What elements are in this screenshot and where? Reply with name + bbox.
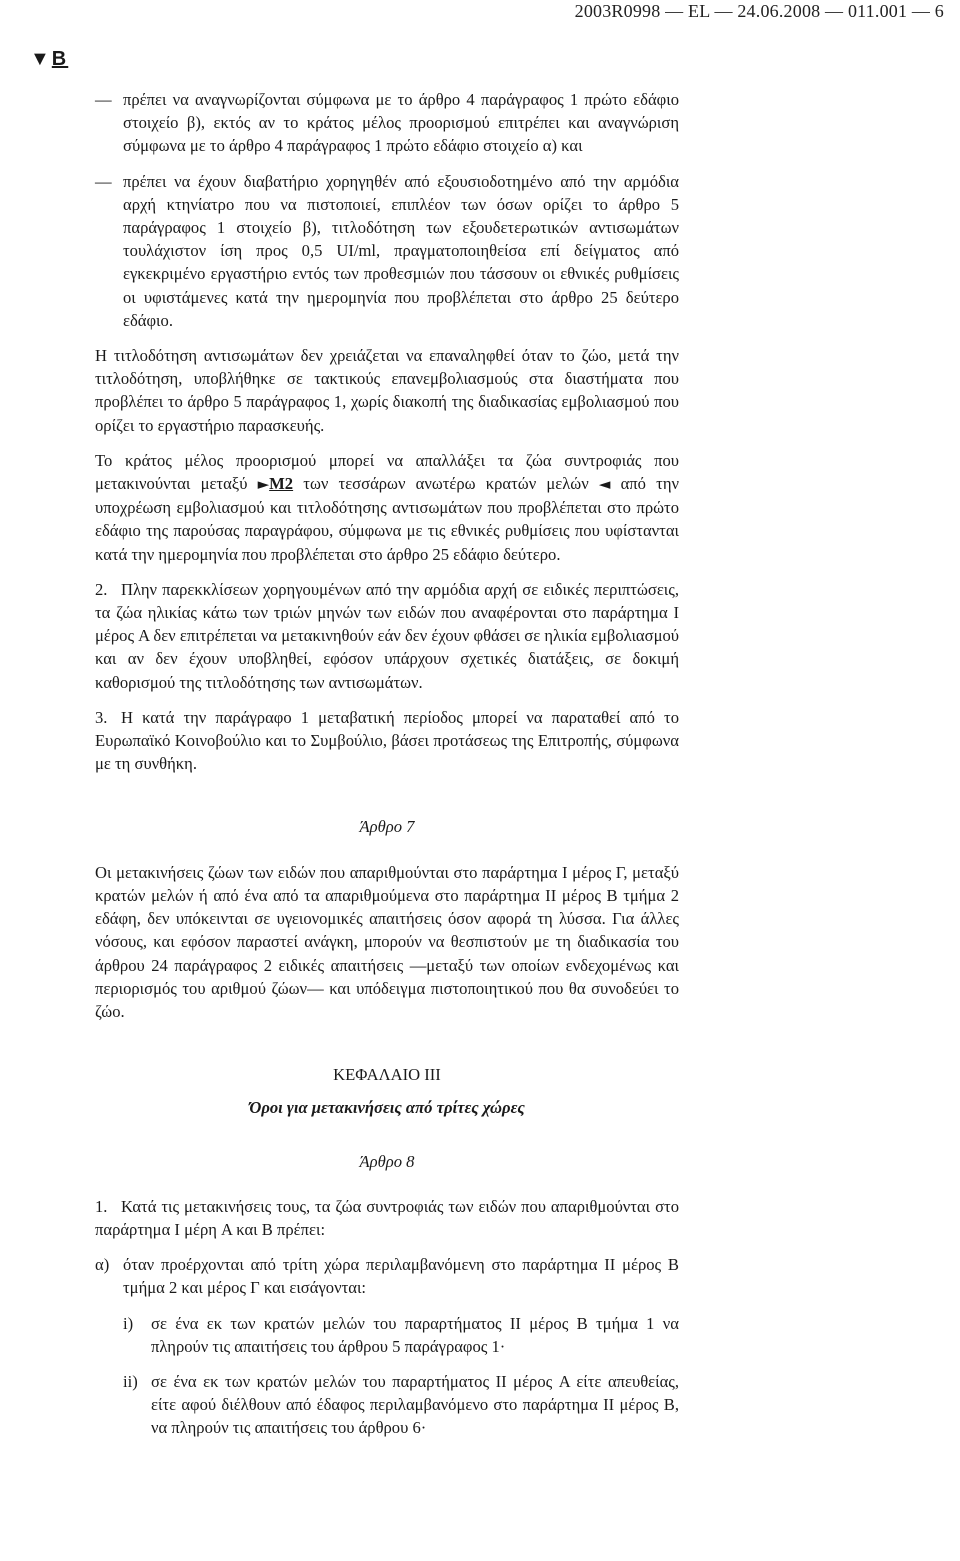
dash-icon: —: [95, 90, 112, 109]
document-reference: 2003R0998 — EL — 24.06.2008 — 011.001 — 6: [574, 1, 944, 21]
chapter-subtitle: Όροι για μετακινήσεις από τρίτες χώρες: [249, 1098, 525, 1118]
dash-item-text: πρέπει να αναγνωρίζονται σύμφωνα με το άρθρο 4 παράγραφος 1 πρώτο εδάφιο στοιχείο β), εκτός αν το κράτος μέλος προορισμού επιτρέπει και αναγνώριση σύμφωνα με το άρθρο 4 παράγραφος 1 πρώτο εδάφιο στοιχείο α) και: [123, 90, 679, 156]
list-item-text: σε ένα εκ των κρατών μελών του παραρτήματος II μέρος B τμήμα 1 να πληρούν τις απαιτήσεις του άρθρου 5 παράγραφος 1·: [151, 1313, 679, 1356]
list-label: ii): [123, 1371, 138, 1391]
paragraph-text: Η κατά την παράγραφο 1 μεταβατική περίοδος μπορεί να παραταθεί από το Ευρωπαϊκό Κοινοβούλιο και το Συμβούλιο, βάσει προτάσεως της Επιτροπής, σύμφωνα με τη συνθήκη.: [95, 707, 679, 774]
chapter-title: ΚΕΦΑΛΑΙΟ III: [333, 1065, 441, 1085]
paragraph-text: από την υποχρέωση εμβολιασμού και τιτλοδότησης αντισωμάτων που προβλέπεται στο πρώτο εδάφιο της παρούσας παραγράφου, σύμφωνα με τις εθνικές ρυθμίσεις που υφίστανται κατά την ημερομηνία που προβλέπεται στο άρθρο 25 εδάφιο δεύτερο.: [95, 474, 679, 564]
arrow-left-icon: ◄: [598, 475, 611, 494]
paragraph-number: 1.: [95, 1196, 108, 1216]
list-item-text: όταν προέρχονται από τρίτη χώρα περιλαμβανόμενη στο παράρτημα II μέρος B τμήμα 2 και μέρος Γ και εισάγονται:: [123, 1255, 679, 1298]
arrow-right-icon: ►: [257, 475, 270, 494]
paragraph-3: [95, 706, 679, 776]
dash-icon: —: [95, 171, 112, 191]
amendment-link-m2[interactable]: M2: [269, 474, 294, 494]
paragraph-number: 3.: [95, 707, 108, 727]
article-7-title: Άρθρο 7: [359, 817, 415, 837]
list-label: i): [123, 1313, 134, 1333]
article-8-title: Άρθρο 8: [359, 1151, 415, 1171]
paragraph-exemption: [95, 449, 679, 566]
list-item-a: [95, 1253, 679, 1299]
paragraph-number: 2.: [95, 579, 108, 599]
dash-item: [95, 170, 679, 332]
amendment-marker: [30, 48, 68, 71]
marker-code: B: [51, 48, 69, 70]
list-label: α): [95, 1255, 110, 1275]
dash-item-text: πρέπει να έχουν διαβατήριο χορηγηθέν από εξουσιοδοτημένο από την αρμόδια αρχή κτηνίατρο που να πιστοποιεί, επιπλέον των όσων ορίζει το άρθρο 5 παράγραφος 1 στοιχείο β), τιτλοδότηση των εξουδετερωτικών αντισωμάτων τουλάχιστον ίση προς 0,5 UI/ml, πραγματοποιηθείσα επί δείγματος από εγκεκριμένο εργαστήριο εντός των προθεσμιών που τάσσουν οι εθνικές ρυθμίσεις οι υφιστάμενες κατά την ημερομηνία που προβλέπεται στο άρθρο 25 δεύτερο εδάφιο.: [123, 171, 679, 330]
article-7-text: Οι μετακινήσεις ζώων των ειδών που απαριθμούνται στο παράρτημα I μέρος Γ, μεταξύ κρατών μελών ή από ένα από τα απαριθμούμενα στο παράρτημα II μέρος B τμήμα 2 εδάφη, δεν υπόκεινται σε υγειονομικές απαιτήσεις όσον αφορά τη λύσσα. Για άλλες νόσους, και εφόσον παραστεί ανάγκη, μπορούν να θεσπιστούν με τη διαδικασία του άρθρου 24 παράγραφος 2 ειδικές απαιτήσεις —μεταξύ των οποίων ενδεχομένως και περιορισμός του αριθμού ζώων— και υπόδειγμα πιστοποιητικού που θα συνοδεύει το ζώο.: [95, 862, 679, 1021]
paragraph-2: [95, 578, 679, 694]
amended-text: των τεσσάρων ανωτέρω κρατών μελών: [293, 474, 599, 494]
document-body: [95, 88, 679, 1452]
paragraph-text: Το κράτος μέλος προορισμού μπορεί να απαλλάξει τα ζώα συντροφιάς που μετακινούνται μεταξύ: [95, 450, 679, 494]
article-8-paragraph-1: [95, 1195, 679, 1241]
dash-item: [95, 88, 679, 158]
list-item-ii: [123, 1370, 679, 1440]
list-item-text: σε ένα εκ των κρατών μελών του παραρτήματος II μέρος A είτε απευθείας, είτε αφού διέλθουν από έδαφος περιλαμβανόμενο στο παράρτημα II μέρος B, να πληρούν τις απαιτήσεις του άρθρου 6·: [151, 1371, 679, 1438]
triangle-down-icon: ▼: [30, 48, 52, 70]
paragraph-titration: Η τιτλοδότηση αντισωμάτων δεν χρειάζεται να επαναληφθεί όταν το ζώο, μετά την τιτλοδότηση, υποβλήθηκε σε τακτικούς επανεμβολιασμούς στα διαστήματα που προβλέπει το άρθρο 5 παράγραφος 1, χωρίς διακοπή της διαδικασίας εμβολιασμού που ορίζει το εργαστήριο παρασκευής.: [95, 346, 679, 435]
paragraph-text: Πλην παρεκκλίσεων χορηγουμένων από την αρμόδια αρχή σε ειδικές περιπτώσεις, τα ζώα ηλικίας κάτω των τριών μηνών των ειδών που αναφέρονται στο παράρτημα I μέρος A δεν επιτρέπεται να μετακινηθούν εάν δεν έχουν φθάσει σε ηλικία εμβολιασμού και αν δεν έχουν υποβληθεί, εφόσον υπάρχουν σχετικές διατάξεις, σε δοκιμή καθορισμού της τιτλοδότησης των αντισωμάτων.: [95, 579, 679, 692]
list-item-i: [123, 1312, 679, 1358]
paragraph-text: Κατά τις μετακινήσεις τους, τα ζώα συντροφιάς των ειδών που απαριθμούνται στο παράρτημα I μέρη A και B πρέπει:: [95, 1196, 679, 1239]
